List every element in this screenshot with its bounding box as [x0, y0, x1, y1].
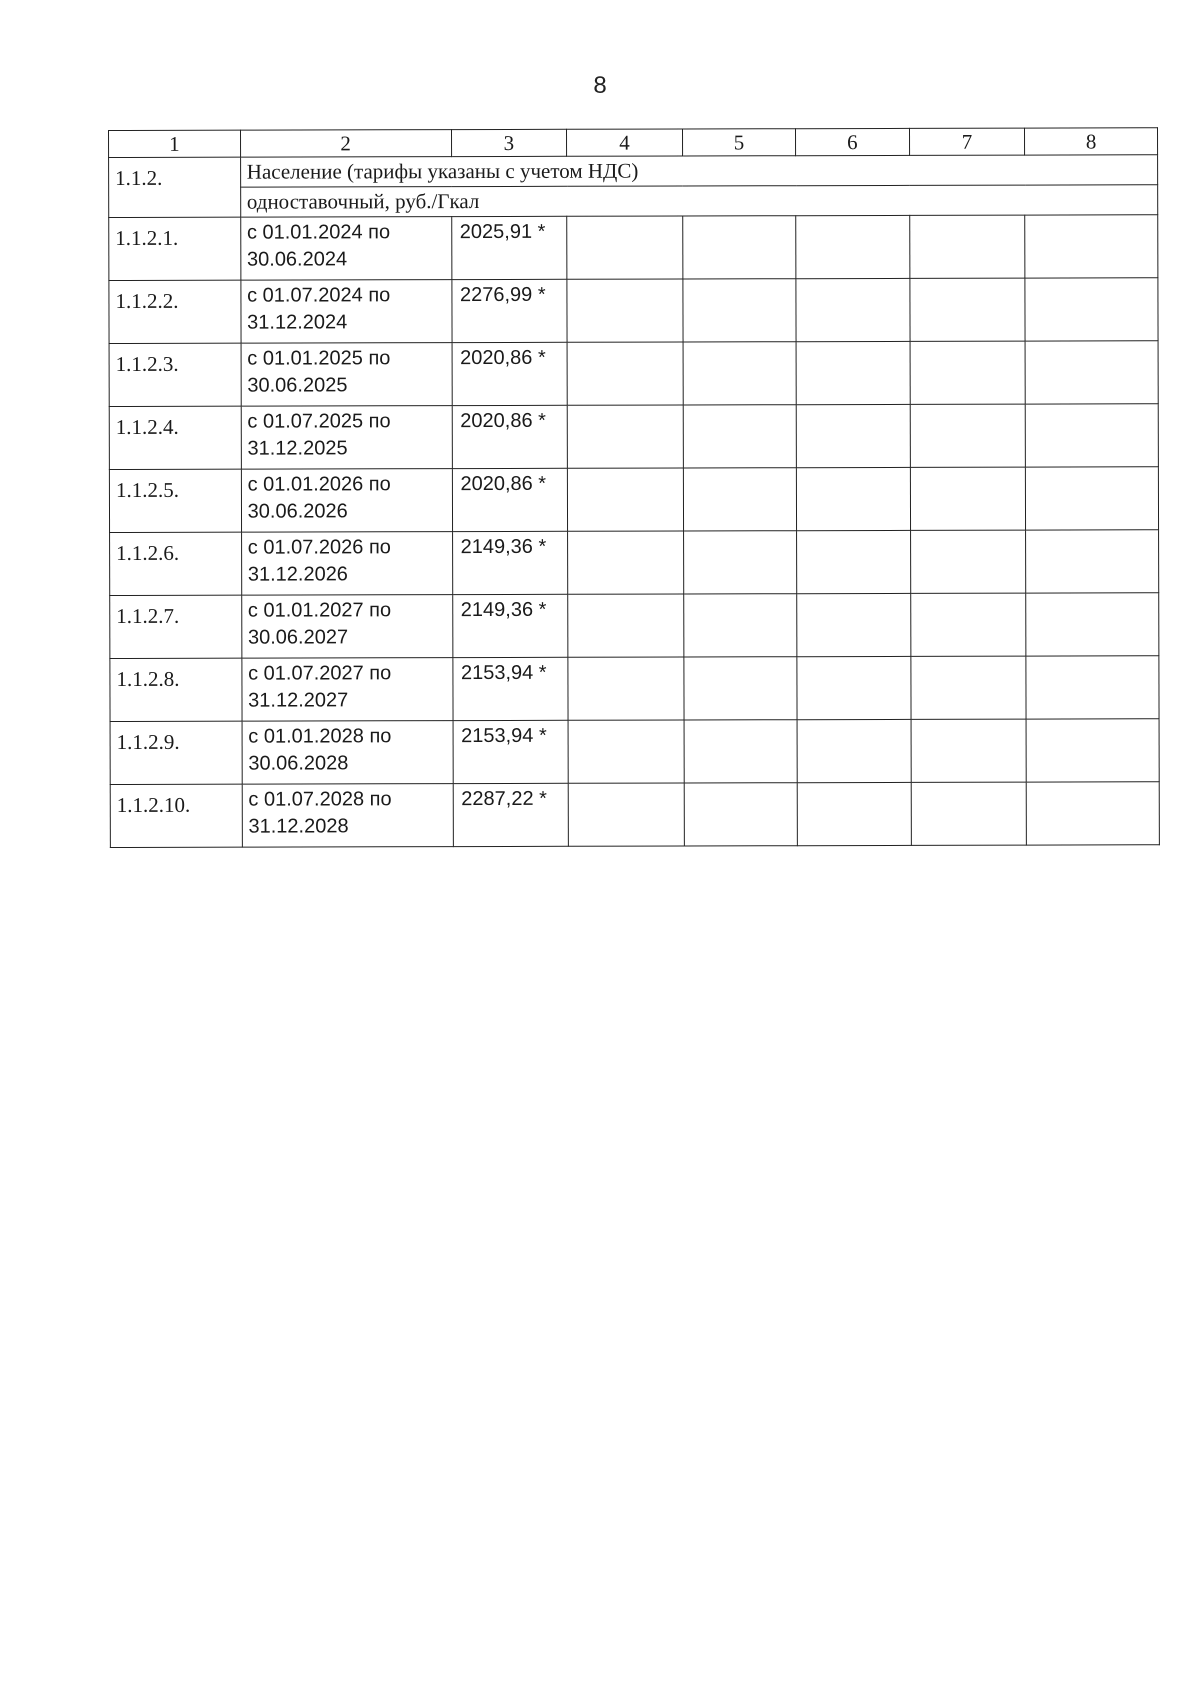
empty-cell	[796, 341, 910, 404]
empty-cell	[1026, 467, 1159, 530]
column-number: 2	[240, 130, 451, 158]
tariff-value: 2149,36 *	[452, 594, 568, 657]
section-title: Население (тарифы указаны с учетом НДС)	[240, 155, 1157, 187]
row-code: 1.1.2.1.	[109, 217, 241, 280]
section-subtitle: одноставочный, руб./Гкал	[240, 185, 1157, 217]
column-number: 6	[796, 128, 910, 155]
empty-cell	[1026, 593, 1159, 656]
tariff-value: 2149,36 *	[452, 531, 568, 594]
tariff-value: 2153,94 *	[452, 657, 568, 720]
empty-cell	[911, 719, 1027, 782]
empty-cell	[683, 279, 797, 342]
tariff-table	[108, 127, 1160, 848]
empty-cell	[910, 467, 1026, 530]
tariff-value: 2153,94 *	[453, 720, 569, 783]
table-row	[110, 656, 1159, 722]
column-number: 8	[1025, 128, 1158, 155]
tariff-value: 2025,91 *	[451, 216, 567, 279]
row-code: 1.1.2.10.	[110, 784, 242, 847]
tariff-value: 2276,99 *	[451, 279, 567, 342]
empty-cell	[684, 720, 798, 783]
section-code: 1.1.2.	[109, 157, 241, 217]
period-from: с 01.01.2025 по	[247, 347, 391, 370]
period-cell	[242, 784, 453, 848]
empty-cell	[797, 593, 911, 656]
table-row	[109, 467, 1158, 533]
table-row	[109, 341, 1158, 407]
empty-cell	[910, 404, 1026, 467]
empty-cell	[1025, 341, 1158, 404]
empty-cell	[567, 405, 683, 468]
period-to: 31.12.2024	[247, 311, 348, 334]
period-from: с 01.07.2026 по	[247, 536, 391, 559]
empty-cell	[910, 341, 1026, 404]
empty-cell	[568, 720, 684, 783]
period-to: 30.06.2025	[247, 374, 348, 397]
row-code: 1.1.2.4.	[109, 406, 241, 469]
empty-cell	[683, 531, 797, 594]
column-number: 5	[682, 129, 796, 156]
period-to: 30.06.2027	[247, 626, 349, 649]
empty-cell	[909, 215, 1025, 278]
table-row	[110, 530, 1159, 596]
section-subtitle-row	[109, 185, 1158, 218]
row-code: 1.1.2.6.	[110, 532, 242, 595]
empty-cell	[567, 342, 683, 405]
empty-cell	[797, 719, 911, 782]
row-code: 1.1.2.2.	[109, 280, 241, 343]
row-code: 1.1.2.3.	[109, 343, 241, 406]
empty-cell	[567, 468, 683, 531]
empty-cell	[682, 216, 796, 279]
empty-cell	[683, 342, 797, 405]
period-cell	[241, 595, 452, 659]
table-row	[110, 719, 1159, 785]
tariff-value: 2020,86 *	[452, 468, 568, 531]
period-to: 31.12.2027	[248, 689, 349, 712]
period-cell	[241, 343, 452, 407]
empty-cell	[683, 468, 797, 531]
column-number: 7	[909, 128, 1025, 155]
row-code: 1.1.2.5.	[109, 469, 241, 532]
column-number-row	[109, 128, 1158, 158]
period-to: 31.12.2026	[247, 563, 348, 586]
table-row	[109, 404, 1158, 470]
empty-cell	[796, 278, 910, 341]
period-cell	[242, 721, 453, 785]
page-number: 8	[593, 72, 607, 99]
period-from: с 01.01.2027 по	[247, 599, 392, 622]
row-code: 1.1.2.9.	[110, 721, 242, 784]
period-from: с 01.01.2028 по	[248, 725, 392, 748]
period-to: 31.12.2028	[248, 815, 349, 838]
empty-cell	[911, 782, 1027, 845]
empty-cell	[1026, 656, 1159, 719]
empty-cell	[568, 594, 684, 657]
row-code: 1.1.2.8.	[110, 658, 242, 721]
empty-cell	[1025, 404, 1158, 467]
period-to: 30.06.2026	[247, 500, 348, 523]
empty-cell	[1026, 530, 1159, 593]
period-from: с 01.01.2024 по	[246, 221, 391, 244]
period-to: 30.06.2024	[246, 248, 348, 271]
row-code: 1.1.2.7.	[110, 595, 242, 658]
period-from: с 01.07.2024 по	[247, 284, 391, 307]
empty-cell	[684, 657, 798, 720]
column-number: 4	[567, 129, 683, 156]
section-title-row	[109, 155, 1158, 188]
period-cell	[241, 280, 452, 344]
empty-cell	[684, 783, 798, 846]
empty-cell	[910, 593, 1026, 656]
period-from: с 01.01.2026 по	[247, 473, 391, 496]
tariff-value: 2020,86 *	[452, 405, 568, 468]
empty-cell	[567, 216, 683, 279]
period-to: 31.12.2025	[247, 437, 348, 460]
empty-cell	[797, 467, 911, 530]
empty-cell	[797, 782, 911, 845]
period-from: с 01.07.2025 по	[247, 410, 391, 433]
empty-cell	[1026, 782, 1159, 845]
empty-cell	[1025, 278, 1158, 341]
table-row	[110, 593, 1159, 659]
period-cell	[241, 469, 452, 533]
empty-cell	[568, 657, 684, 720]
period-from: с 01.07.2027 по	[248, 662, 392, 685]
table-row	[109, 215, 1158, 281]
empty-cell	[797, 530, 911, 593]
period-from: с 01.07.2028 по	[248, 788, 392, 811]
period-cell	[240, 217, 451, 281]
empty-cell	[567, 279, 683, 342]
empty-cell	[1026, 719, 1159, 782]
period-cell	[241, 532, 452, 596]
empty-cell	[910, 656, 1026, 719]
period-to: 30.06.2028	[248, 752, 349, 775]
column-number: 3	[451, 129, 567, 156]
empty-cell	[796, 215, 910, 278]
empty-cell	[683, 594, 797, 657]
tariff-value: 2020,86 *	[452, 342, 568, 405]
tariff-value: 2287,22 *	[453, 783, 569, 846]
empty-cell	[683, 405, 797, 468]
period-cell	[242, 658, 453, 722]
table-row	[110, 782, 1159, 848]
table-row	[109, 278, 1158, 344]
empty-cell	[797, 656, 911, 719]
period-cell	[241, 406, 452, 470]
empty-cell	[1025, 215, 1158, 278]
empty-cell	[568, 531, 684, 594]
empty-cell	[910, 530, 1026, 593]
empty-cell	[910, 278, 1026, 341]
empty-cell	[796, 404, 910, 467]
empty-cell	[568, 783, 684, 846]
column-number: 1	[109, 130, 241, 157]
